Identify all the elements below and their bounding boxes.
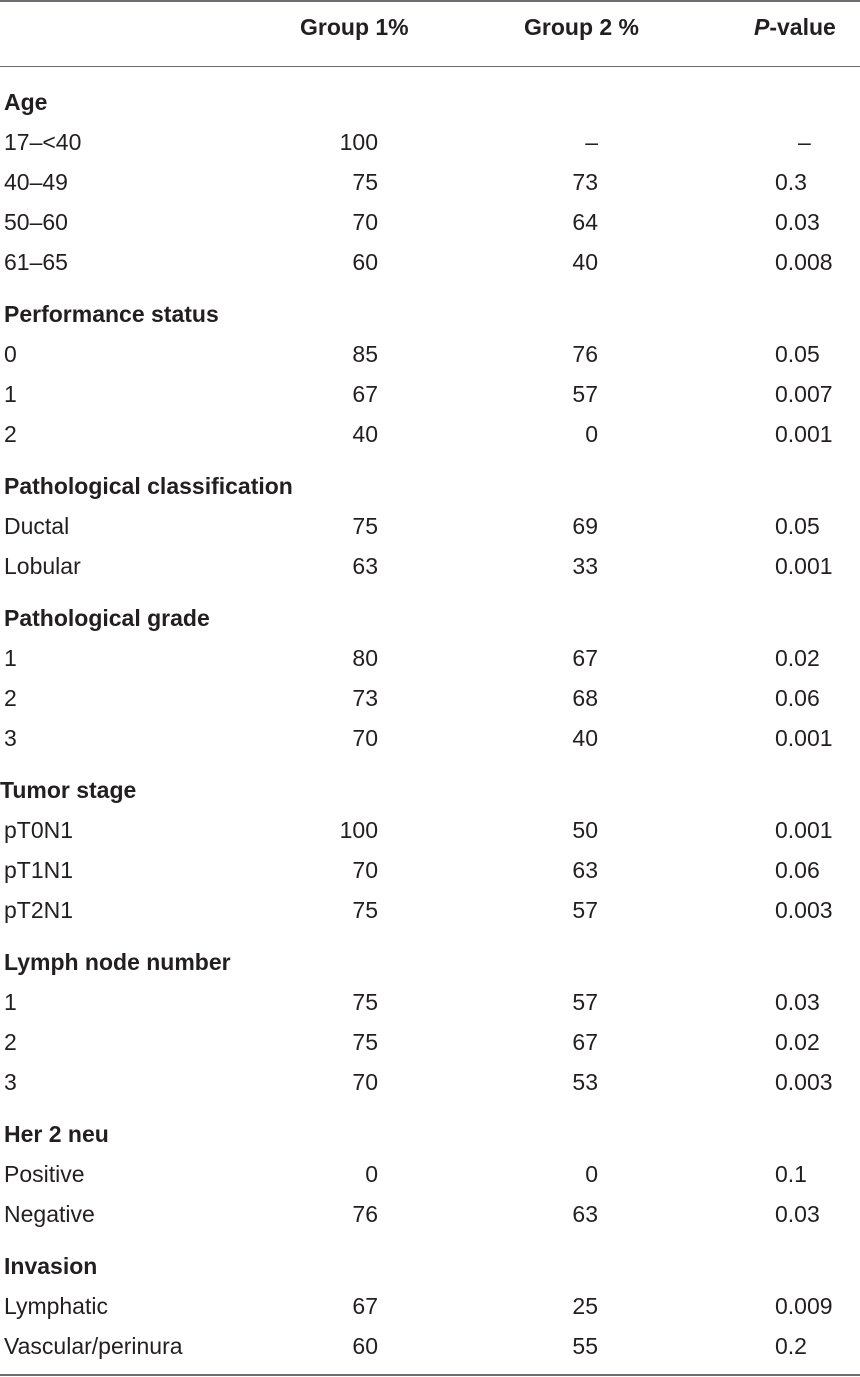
group1-value: 60 [352,249,378,275]
row-label: 3 [4,1069,17,1095]
group2-value: 40 [572,249,598,275]
row-label: 2 [4,421,17,447]
group2-value: 53 [572,1069,598,1095]
group1-value: 100 [339,817,378,843]
group1-value: 67 [352,381,378,407]
p-value: 0.001 [775,553,833,579]
group2-value: 25 [572,1293,598,1319]
table-row [0,718,860,758]
table-row [0,374,860,414]
group1-value: 75 [352,1029,378,1055]
row-label: 3 [4,725,17,751]
row-label: pT2N1 [4,897,74,923]
p-value: 0.05 [775,341,820,367]
group2-value: 57 [572,897,598,923]
section-title: Performance status [4,301,219,327]
p-value: 0.008 [775,249,833,275]
group2-value: 63 [572,857,598,883]
p-value: 0.2 [775,1333,807,1359]
p-value: 0.3 [775,169,807,195]
row-label: 50–60 [4,209,68,235]
row-label: Lymphatic [4,1293,108,1319]
row-label: 0 [4,341,17,367]
p-value: 0.003 [775,897,833,923]
table-row [0,850,860,890]
p-value: 0.001 [775,421,833,447]
table-row [0,678,860,718]
group2-value: 63 [572,1201,598,1227]
group1-value: 70 [352,1069,378,1095]
table-row [0,334,860,374]
p-value: 0.001 [775,817,833,843]
group1-value: 70 [352,209,378,235]
row-label: 1 [4,645,17,671]
section-title: Invasion [4,1253,98,1279]
row-label: 17–<40 [4,129,82,155]
row-label: 2 [4,685,17,711]
p-value: – [798,129,811,155]
table-row [0,122,860,162]
group2-value: 76 [572,341,598,367]
table-row [0,506,860,546]
header-p-rest: -value [769,14,836,40]
row-label: 2 [4,1029,17,1055]
header-group1: Group 1% [300,14,409,40]
row-label: 40–49 [4,169,68,195]
group1-value: 75 [352,989,378,1015]
group2-value: 55 [572,1333,598,1359]
table-row [0,1194,860,1234]
top-rule [0,0,860,2]
row-label: 1 [4,989,17,1015]
table-header [0,14,860,54]
table-row [0,414,860,454]
p-value: 0.001 [775,725,833,751]
row-label: Ductal [4,513,70,539]
group2-value: 69 [572,513,598,539]
group1-value: 75 [352,897,378,923]
group2-value: 57 [572,381,598,407]
group1-value: 73 [352,685,378,711]
group1-value: 63 [352,553,378,579]
group1-value: 0 [365,1161,378,1187]
header-rule [0,66,860,67]
section-title: Age [4,89,48,115]
group2-value: – [585,129,598,155]
group1-value: 70 [352,725,378,751]
table-body [0,68,860,1366]
group2-value: 33 [572,553,598,579]
p-value: 0.007 [775,381,833,407]
table-row [0,162,860,202]
group2-value: 67 [572,1029,598,1055]
section-title: Tumor stage [0,777,137,803]
table-row [0,1286,860,1326]
p-value: 0.1 [775,1161,807,1187]
p-value: 0.06 [775,857,820,883]
row-label: pT0N1 [4,817,74,843]
group2-value: 50 [572,817,598,843]
table-row [0,890,860,930]
group1-value: 100 [339,129,378,155]
table-row [0,638,860,678]
group2-value: 68 [572,685,598,711]
group2-value: 0 [585,421,598,447]
group2-value: 64 [572,209,598,235]
group1-value: 70 [352,857,378,883]
row-label: pT1N1 [4,857,74,883]
table-row [0,1154,860,1194]
row-label: Lobular [4,553,81,579]
p-value: 0.009 [775,1293,833,1319]
group2-value: 0 [585,1161,598,1187]
row-label: Positive [4,1161,85,1187]
group2-value: 40 [572,725,598,751]
group2-value: 73 [572,169,598,195]
p-value: 0.02 [775,1029,820,1055]
table-row [0,982,860,1022]
bottom-rule [0,1374,860,1376]
p-value: 0.03 [775,209,820,235]
group1-value: 76 [352,1201,378,1227]
group1-value: 60 [352,1333,378,1359]
group1-value: 40 [352,421,378,447]
p-value: 0.03 [775,989,820,1015]
p-value: 0.05 [775,513,820,539]
p-value: 0.02 [775,645,820,671]
table-row [0,1022,860,1062]
section-title: Pathological classification [4,473,293,499]
group1-value: 80 [352,645,378,671]
table-row [0,1062,860,1102]
group1-value: 75 [352,169,378,195]
group1-value: 67 [352,1293,378,1319]
table-row [0,546,860,586]
row-label: Vascular/perinura [4,1333,183,1359]
row-label: Negative [4,1201,95,1227]
header-p-italic: P [754,14,770,40]
header-p-value [754,14,836,41]
group2-value: 57 [572,989,598,1015]
row-label: 61–65 [4,249,68,275]
row-label: 1 [4,381,17,407]
p-value: 0.06 [775,685,820,711]
header-group2: Group 2 % [524,14,640,40]
p-value: 0.003 [775,1069,833,1095]
section-title: Her 2 neu [4,1121,109,1147]
group1-value: 85 [352,341,378,367]
p-value: 0.03 [775,1201,820,1227]
group1-value: 75 [352,513,378,539]
table-row [0,242,860,282]
section-title: Pathological grade [4,605,210,631]
section-title: Lymph node number [4,949,231,975]
table-row [0,810,860,850]
group2-value: 67 [572,645,598,671]
table-row [0,202,860,242]
table-row [0,1326,860,1366]
